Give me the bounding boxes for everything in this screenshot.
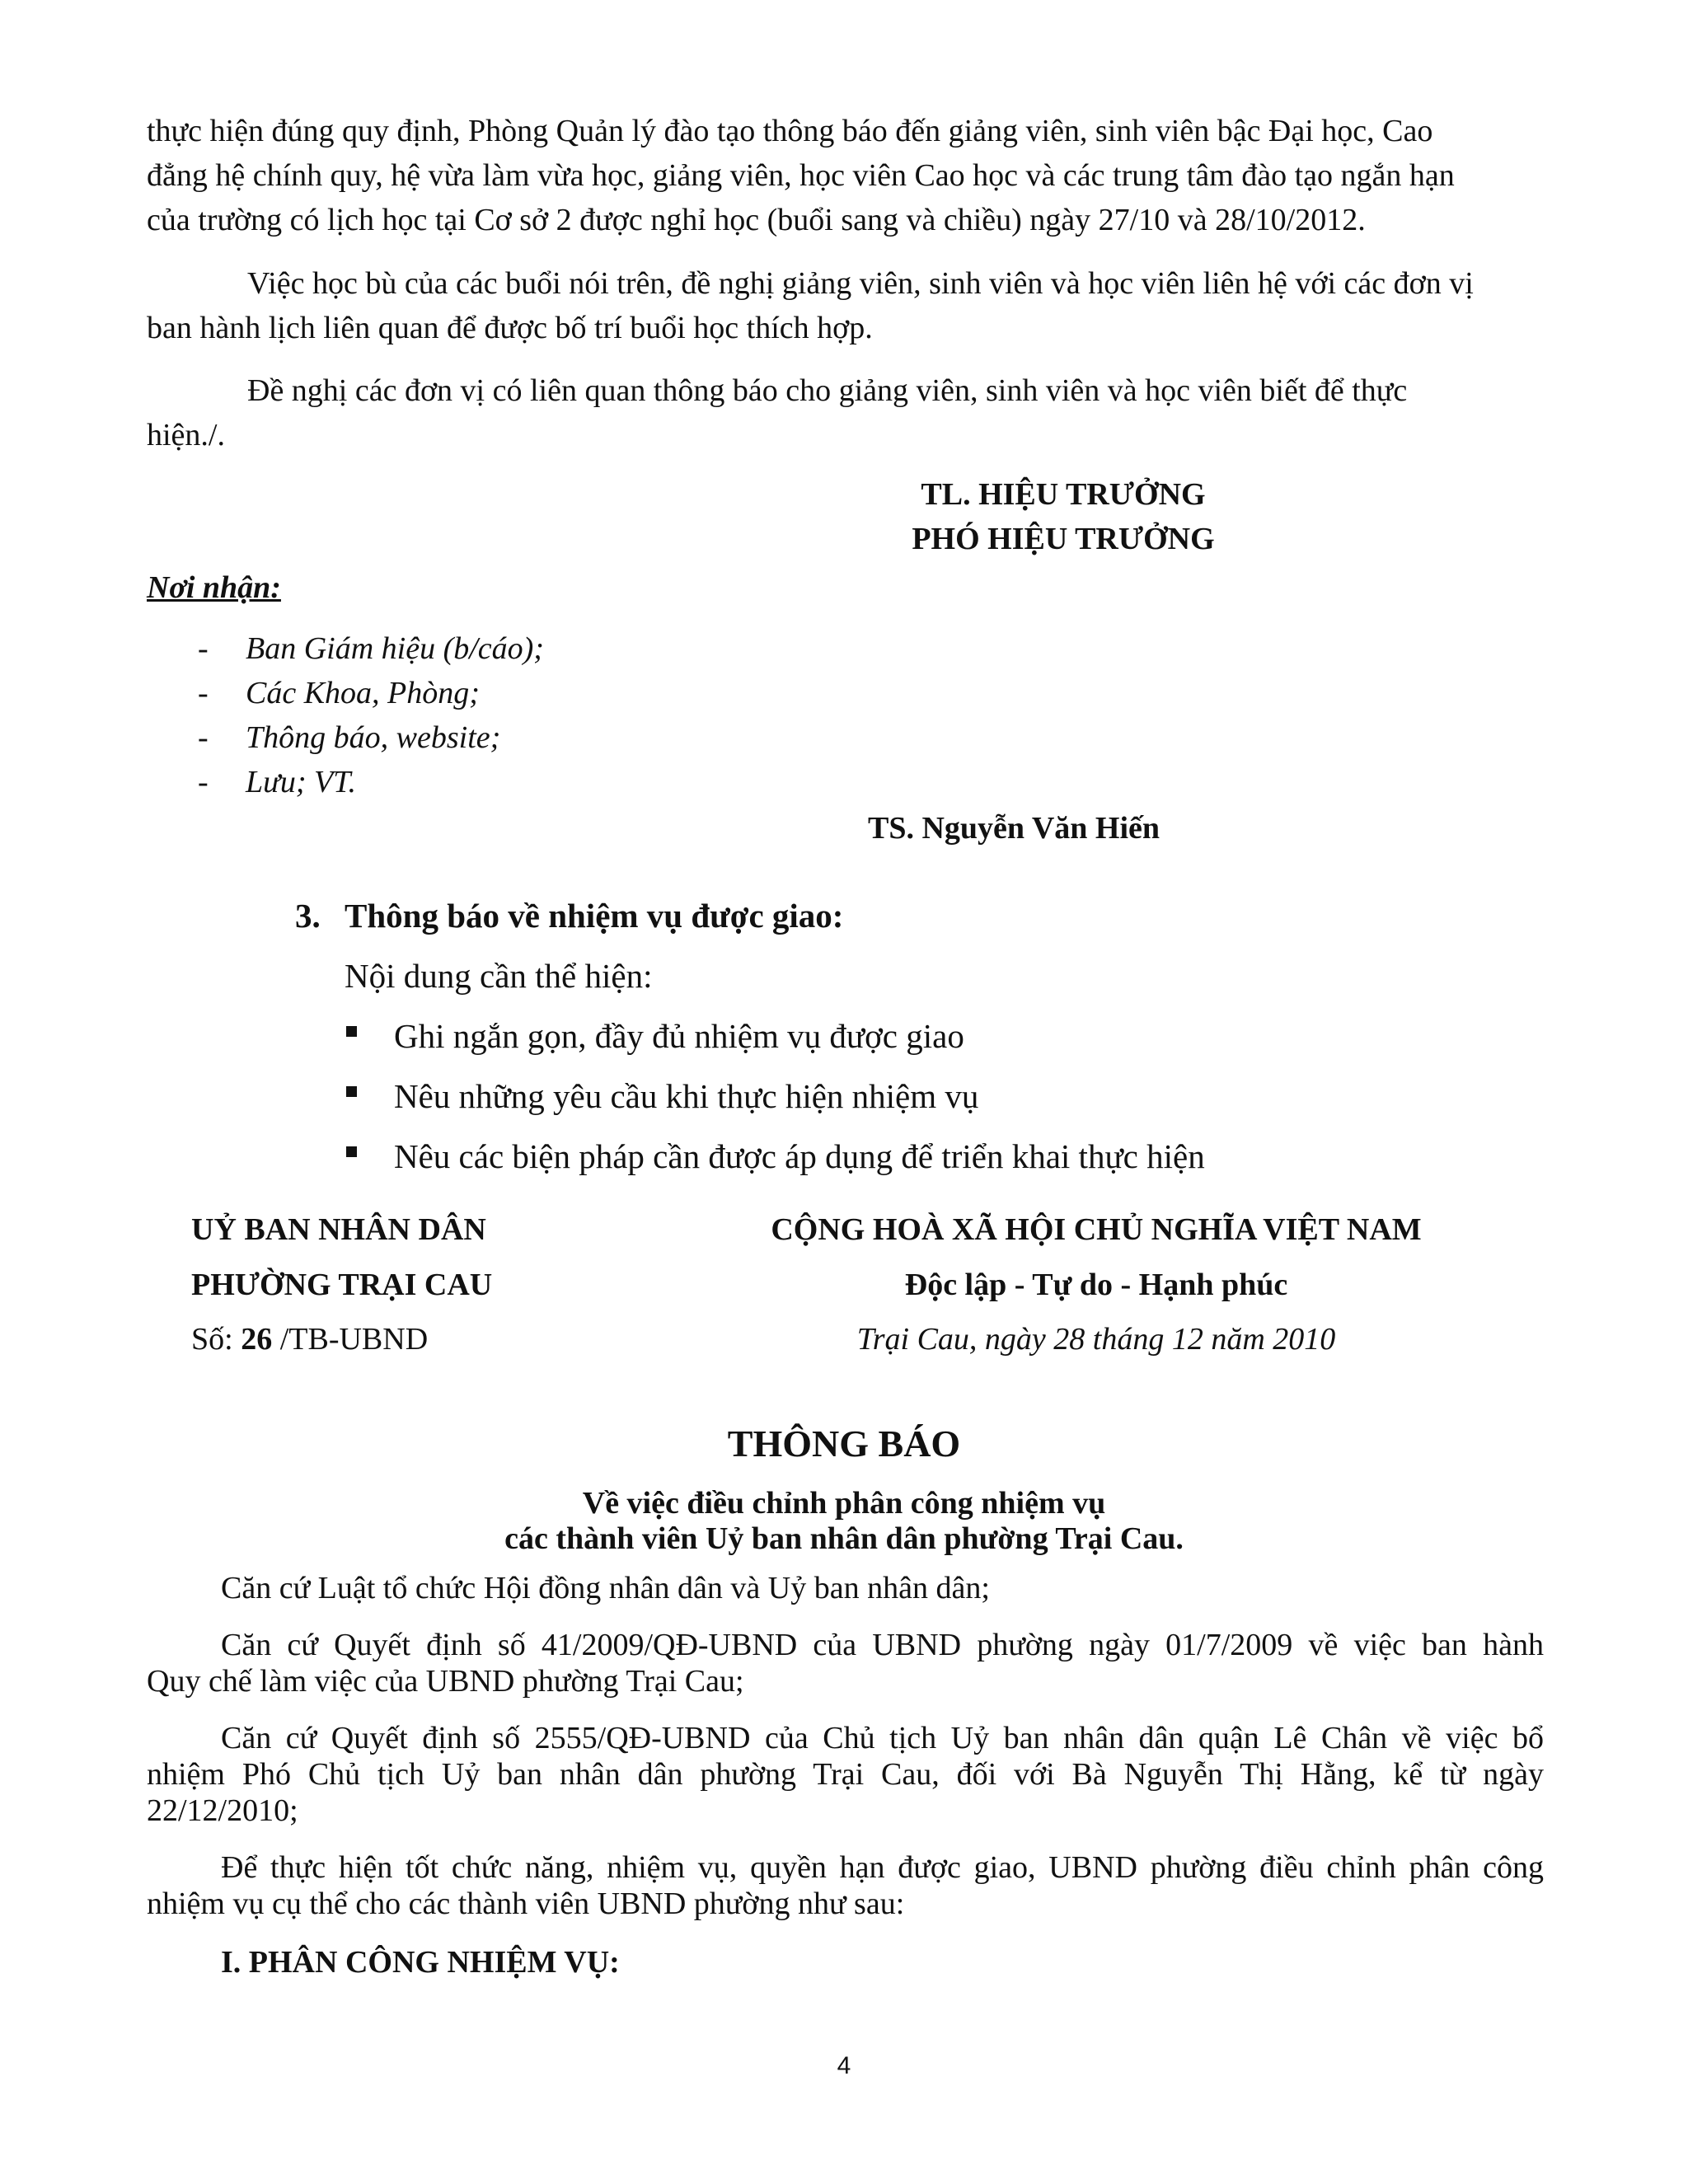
- recipient-item: Ban Giám hiệu (b/cáo);: [246, 631, 544, 666]
- basis-line: nhiệm Phó Chủ tịch Uỷ ban nhân dân phường Trại Cau, đối với Bà Nguyễn Thị Hằng, kể từ ngày: [147, 1757, 1544, 1792]
- bullet-item: Nêu những yêu cầu khi thực hiện nhiệm vụ: [394, 1077, 979, 1115]
- basis-line: Để thực hiện tốt chức năng, nhiệm vụ, quyền hạn được giao, UBND phường điều chỉnh phân công: [221, 1850, 1544, 1885]
- paragraph-line: của trường có lịch học tại Cơ sở 2 được nghỉ học (buổi sang và chiều) ngày 27/10 và 28/10/2012.: [147, 203, 1366, 237]
- section-title: Thông báo về nhiệm vụ được giao:: [345, 897, 844, 935]
- paragraph-line: hiện./.: [147, 418, 225, 452]
- paragraph-line: ban hành lịch liên quan để được bố trí buổi học thích hợp.: [147, 311, 873, 345]
- document-number-prefix: Số:: [191, 1322, 241, 1357]
- section-heading: I. PHÂN CÔNG NHIỆM VỤ:: [221, 1945, 620, 1980]
- recipient-dash: -: [198, 720, 209, 755]
- org-name-line1: UỶ BAN NHÂN DÂN: [191, 1212, 486, 1247]
- document-title: THÔNG BÁO: [727, 1422, 961, 1465]
- square-bullet-icon: [346, 1026, 357, 1037]
- section-number: 3.: [295, 897, 321, 935]
- basis-line: Căn cứ Quyết định số 41/2009/QĐ-UBND của UBND phường ngày 01/7/2009 về việc ban hành: [221, 1628, 1544, 1662]
- org-name-line2: PHƯỜNG TRẠI CAU: [191, 1268, 493, 1302]
- recipient-dash: -: [198, 676, 209, 710]
- basis-line: 22/12/2010;: [147, 1793, 298, 1828]
- document-number-suffix: /TB-UBND: [272, 1322, 429, 1357]
- document-subtitle-line1: Về việc điều chỉnh phân công nhiệm vụ: [582, 1486, 1106, 1521]
- document-number-value: 26: [241, 1322, 273, 1357]
- basis-line: Quy chế làm việc của UBND phường Trại Cau;: [147, 1664, 744, 1699]
- bullet-item: Ghi ngắn gọn, đầy đủ nhiệm vụ được giao: [394, 1017, 964, 1055]
- page-number: 4: [837, 2052, 851, 2079]
- national-title: CỘNG HOÀ XÃ HỘI CHỦ NGHĨA VIỆT NAM: [771, 1212, 1422, 1247]
- basis-line-wrap: [147, 1752, 1544, 1797]
- square-bullet-icon: [346, 1146, 357, 1157]
- signer-name: TS. Nguyễn Văn Hiến: [867, 811, 1160, 846]
- basis-line: nhiệm vụ cụ thể cho các thành viên UBND phường như sau:: [147, 1886, 905, 1921]
- recipient-item: Thông báo, website;: [246, 720, 501, 755]
- recipient-dash: -: [198, 765, 209, 799]
- document-subtitle-line2: các thành viên Uỷ ban nhân dân phường Trại Cau.: [504, 1521, 1184, 1556]
- square-bullet-icon: [346, 1086, 357, 1097]
- document-date: Trại Cau, ngày 28 tháng 12 năm 2010: [856, 1322, 1336, 1357]
- recipient-item: Lưu; VT.: [246, 765, 357, 799]
- signature-title: TL. HIỆU TRƯỞNG: [921, 477, 1206, 512]
- national-motto: Độc lập - Tự do - Hạnh phúc: [904, 1268, 1288, 1302]
- recipients-heading: Nơi nhận:: [147, 570, 281, 605]
- paragraph-line: thực hiện đúng quy định, Phòng Quản lý đào tạo thông báo đến giảng viên, sinh viên bậc Đại học, Cao: [147, 114, 1433, 148]
- document-number: [191, 1317, 428, 1361]
- basis-line: Căn cứ Quyết định số 2555/QĐ-UBND của Chủ tịch Uỷ ban nhân dân quận Lê Chân về việc bổ: [221, 1721, 1544, 1755]
- signature-position: PHÓ HIỆU TRƯỞNG: [912, 522, 1215, 556]
- paragraph-line: Đề nghị các đơn vị có liên quan thông báo cho giảng viên, sinh viên và học viên biết để thực: [247, 373, 1408, 408]
- paragraph-line: đẳng hệ chính quy, hệ vừa làm vừa học, giảng viên, học viên Cao học và các trung tâm đào tạo ngắn hạn: [147, 158, 1455, 193]
- section-intro: Nội dung cần thể hiện:: [345, 957, 653, 995]
- recipient-dash: -: [198, 631, 209, 666]
- paragraph-line: Việc học bù của các buổi nói trên, đề nghị giảng viên, sinh viên và học viên liên hệ với các đơn vị: [247, 266, 1474, 301]
- bullet-item: Nêu các biện pháp cần được áp dụng để triển khai thực hiện: [394, 1137, 1205, 1175]
- recipient-item: Các Khoa, Phòng;: [246, 676, 480, 710]
- basis-line: Căn cứ Luật tổ chức Hội đồng nhân dân và Uỷ ban nhân dân;: [221, 1571, 990, 1605]
